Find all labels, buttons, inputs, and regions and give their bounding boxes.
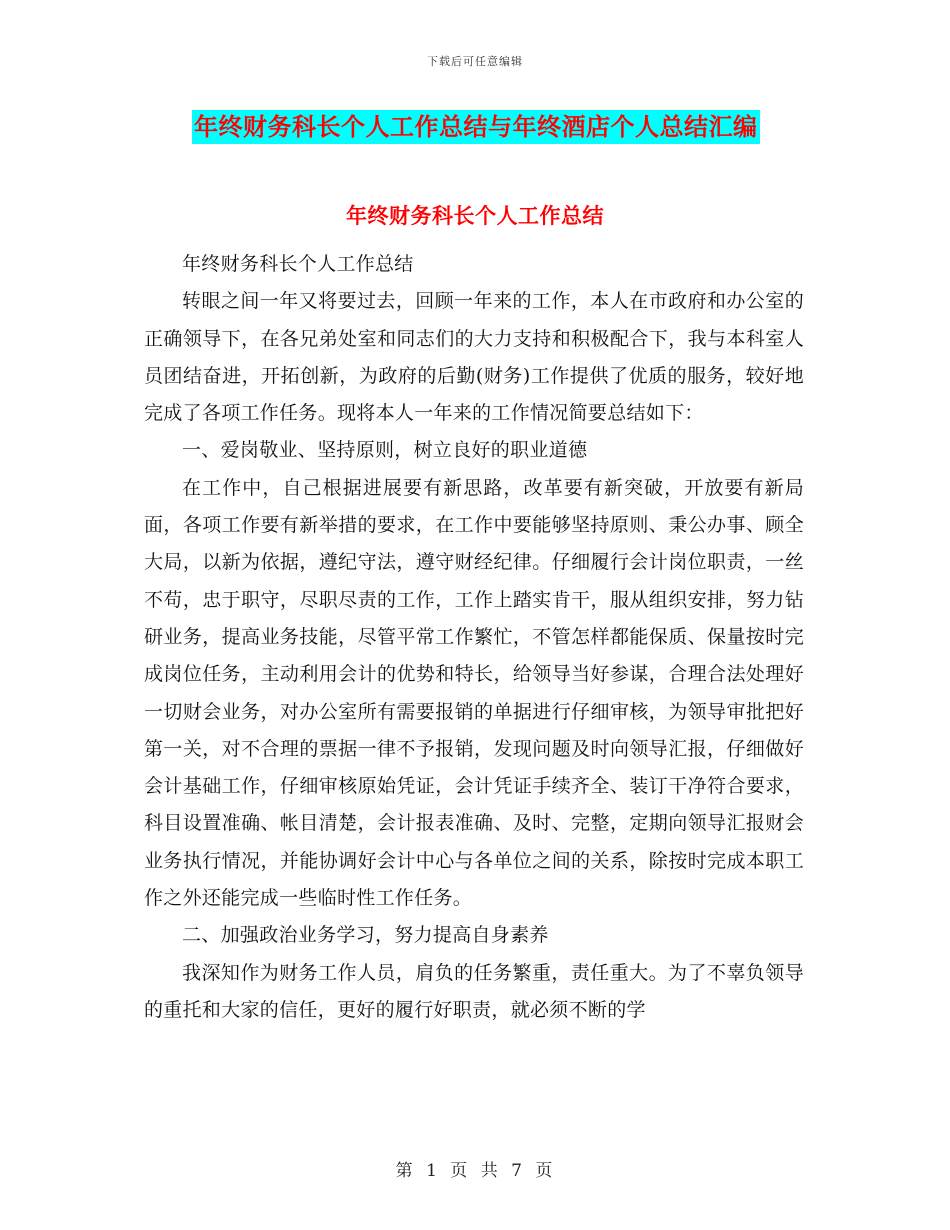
paragraph-heading-1: 一、爱岗敬业、坚持原则，树立良好的职业道德 xyxy=(182,439,588,462)
paragraph-intro: 转眼之间一年又将要过去，回顾一年来的工作，本人在市政府和办公室的正确领导下，在各兄弟处室和同志们的大力支持和积极配合下，我与本科室人员团结奋进，开拓创新，为政府的后勤(财务)工作提供了优质的服务，较好地完成了各项工作任务。现将本人一年来的工作情况简要总结如下： xyxy=(144,290,804,425)
paragraph-body-1: 在工作中，自己根据进展要有新思路，改革要有新突破，开放要有新局面，各项工作要有新举措的要求，在工作中要能够坚持原则、秉公办事、顾全大局，以新为依据，遵纪守法，遵守财经纪律。仔细履行会计岗位职责，一丝不苟，忠于职守，尽职尽责的工作，工作上踏实肯干，服从组织安排，努力钻研业务，提高业务技能，尽管平常工作繁忙，不管怎样都能保质、保量按时完成岗位任务，主动利用会计的优势和特长，给领导当好参谋，合理合法处理好一切财会业务，对办公室所有需要报销的单据进行仔细审核，为领导审批把好第一关，对不合理的票据一律不予报销，发现问题及时向领导汇报，仔细做好会计基础工作，仔细审核原始凭证，会计凭证手续齐全、装订干净符合要求，科目设置准确、帐目清楚，会计报表准确、及时、完整，定期向领导汇报财会业务执行情况，并能协调好会计中心与各单位之间的关系，除按时完成本职工作之外还能完成一些临时性工作任务。 xyxy=(144,476,804,910)
section-title: 年终财务科长个人工作总结 xyxy=(346,203,604,228)
paragraph-body-2: 我深知作为财务工作人员，肩负的任务繁重，责任重大。为了不辜负领导的重托和大家的信任，更好的履行好职责，就必须不断的学 xyxy=(144,961,804,1021)
paragraph-heading-2: 二、加强政治业务学习，努力提高自身素养 xyxy=(182,924,549,947)
page-header-note: 下载后可任意编辑 xyxy=(427,55,523,68)
paragraph-subtitle: 年终财务科长个人工作总结 xyxy=(182,253,414,275)
document-title: 年终财务科长个人工作总结与年终酒店个人总结汇编 xyxy=(192,110,760,144)
document-body xyxy=(144,246,804,1029)
page-footer-number: 第 1 页 共 7 页 xyxy=(395,1161,555,1181)
